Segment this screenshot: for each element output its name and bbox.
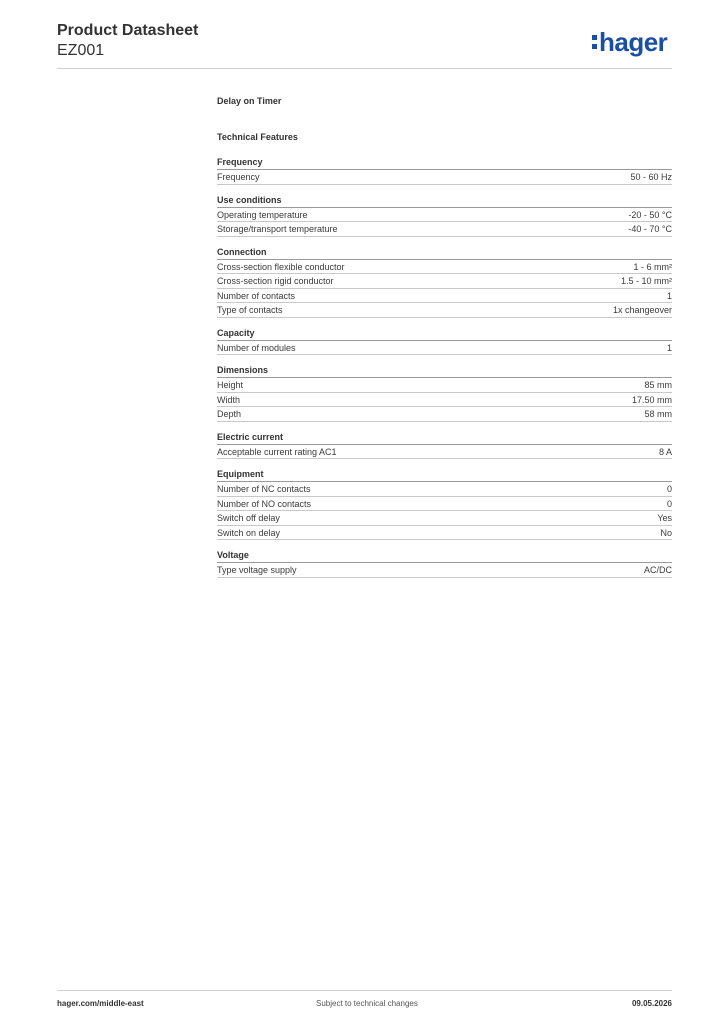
product-code: EZ001 bbox=[57, 42, 105, 59]
document-header bbox=[57, 21, 198, 61]
section-title: Capacity bbox=[217, 327, 672, 341]
feature-label: Number of modules bbox=[217, 342, 296, 353]
product-name: Delay on Timer bbox=[217, 96, 282, 106]
feature-row bbox=[217, 289, 672, 304]
section-title: Use conditions bbox=[217, 194, 672, 208]
feature-section bbox=[217, 364, 672, 422]
feature-label: Number of contacts bbox=[217, 290, 296, 301]
feature-section bbox=[217, 468, 672, 540]
feature-label: Storage/transport temperature bbox=[217, 224, 338, 234]
feature-value: 17.50 mm bbox=[631, 394, 672, 405]
feature-row bbox=[217, 445, 672, 460]
logo-dots-icon bbox=[592, 35, 597, 53]
feature-value: 1x changeover bbox=[612, 305, 672, 315]
feature-row bbox=[217, 563, 672, 578]
feature-label: Cross-section rigid conductor bbox=[217, 276, 334, 286]
feature-row bbox=[217, 222, 672, 237]
footer-notice: Subject to technical changes bbox=[316, 999, 418, 1008]
section-title: Voltage bbox=[217, 549, 672, 563]
feature-section bbox=[217, 431, 672, 460]
footer-divider bbox=[57, 990, 672, 991]
section-title: Frequency bbox=[217, 156, 672, 170]
feature-row bbox=[217, 407, 672, 422]
hager-logo bbox=[592, 27, 667, 57]
feature-row bbox=[217, 497, 672, 512]
feature-section bbox=[217, 194, 672, 237]
feature-value: -40 - 70 °C bbox=[628, 224, 672, 234]
feature-value: -20 - 50 °C bbox=[628, 209, 672, 220]
feature-section bbox=[217, 156, 672, 185]
section-title: Equipment bbox=[217, 468, 672, 482]
feature-row bbox=[217, 378, 672, 393]
feature-row bbox=[217, 511, 672, 526]
datasheet-content bbox=[217, 94, 672, 587]
feature-label: Cross-section flexible conductor bbox=[217, 261, 345, 272]
feature-label: Type voltage supply bbox=[217, 565, 297, 575]
feature-label: Number of NC contacts bbox=[217, 484, 311, 494]
feature-label: Width bbox=[217, 394, 241, 405]
feature-value: 1 bbox=[666, 290, 672, 301]
feature-value: 0 bbox=[666, 484, 672, 494]
feature-label: Number of NO contacts bbox=[217, 498, 312, 509]
feature-section bbox=[217, 549, 672, 578]
feature-label: Switch off delay bbox=[217, 513, 280, 523]
feature-value: No bbox=[660, 527, 672, 538]
section-title: Connection bbox=[217, 246, 672, 260]
feature-row bbox=[217, 393, 672, 408]
logo-text: hager bbox=[599, 27, 668, 57]
feature-row bbox=[217, 170, 672, 185]
feature-value: AC/DC bbox=[643, 565, 672, 575]
feature-row bbox=[217, 208, 672, 223]
feature-label: Acceptable current rating AC1 bbox=[217, 446, 337, 457]
feature-value: 1 - 6 mm² bbox=[633, 261, 672, 272]
feature-sections bbox=[217, 156, 672, 578]
feature-value: 8 A bbox=[658, 446, 672, 457]
feature-row bbox=[217, 303, 672, 318]
technical-features-heading: Technical Features bbox=[217, 132, 298, 142]
document-title: Product Datasheet bbox=[57, 22, 199, 39]
feature-value: 1 bbox=[666, 342, 672, 353]
footer-website: hager.com/middle-east bbox=[57, 999, 144, 1008]
feature-label: Depth bbox=[217, 409, 242, 419]
feature-row bbox=[217, 526, 672, 541]
feature-label: Type of contacts bbox=[217, 305, 283, 315]
feature-label: Height bbox=[217, 380, 244, 390]
feature-value: 1.5 - 10 mm² bbox=[620, 276, 672, 286]
feature-value: Yes bbox=[657, 513, 672, 523]
feature-section bbox=[217, 246, 672, 318]
feature-value: 0 bbox=[666, 498, 672, 509]
feature-row bbox=[217, 274, 672, 289]
header-divider bbox=[57, 68, 672, 69]
feature-value: 58 mm bbox=[644, 409, 672, 419]
feature-label: Switch on delay bbox=[217, 527, 281, 538]
feature-label: Operating temperature bbox=[217, 209, 308, 220]
feature-section bbox=[217, 327, 672, 356]
footer-date: 09.05.2026 bbox=[631, 999, 672, 1008]
feature-row bbox=[217, 260, 672, 275]
feature-row bbox=[217, 482, 672, 497]
section-title: Electric current bbox=[217, 431, 672, 445]
feature-value: 50 - 60 Hz bbox=[630, 172, 672, 182]
section-title: Dimensions bbox=[217, 364, 672, 378]
feature-value: 85 mm bbox=[644, 380, 672, 390]
feature-row bbox=[217, 341, 672, 356]
feature-label: Frequency bbox=[217, 172, 260, 182]
